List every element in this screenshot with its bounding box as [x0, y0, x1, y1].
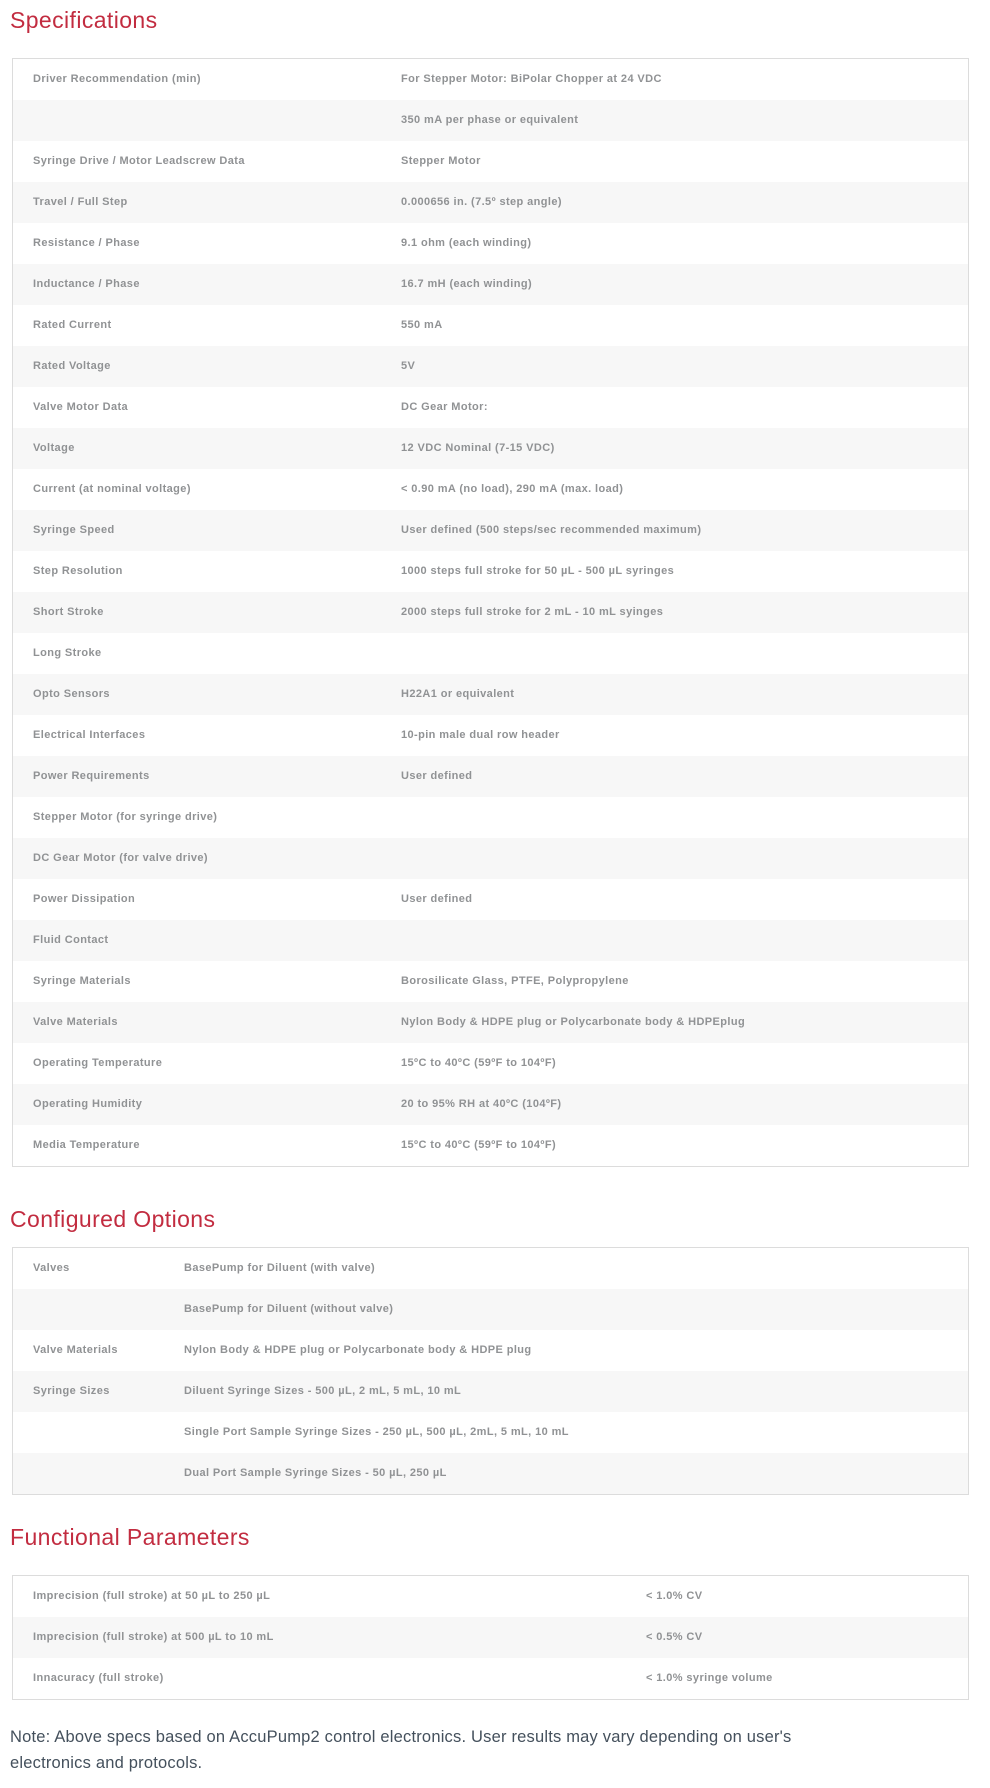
- row-label: Electrical Interfaces: [33, 729, 146, 741]
- row-value: User defined: [401, 893, 473, 905]
- table-row: [13, 264, 968, 305]
- row-value: Stepper Motor: [401, 155, 481, 167]
- row-value: 2000 steps full stroke for 2 mL - 10 mL syinges: [401, 606, 664, 618]
- row-label: Rated Voltage: [33, 360, 111, 372]
- row-value: BasePump for Diluent (with valve): [184, 1262, 376, 1274]
- row-value: < 0.90 mA (no load), 290 mA (max. load): [401, 483, 624, 495]
- row-label: Voltage: [33, 442, 75, 454]
- row-label: Syringe Sizes: [33, 1385, 110, 1397]
- configured-options-table: [12, 1247, 969, 1495]
- table-row: [13, 1658, 968, 1699]
- row-value: < 0.5% CV: [646, 1631, 703, 1643]
- table-row: [13, 1084, 968, 1125]
- row-value: 15ºC to 40ºC (59ºF to 104ºF): [401, 1057, 557, 1069]
- row-value: Nylon Body & HDPE plug or Polycarbonate body & HDPE plug: [184, 1344, 532, 1356]
- row-label: Innacuracy (full stroke): [33, 1672, 164, 1684]
- row-value: 12 VDC Nominal (7-15 VDC): [401, 442, 555, 454]
- row-value: 0.000656 in. (7.5º step angle): [401, 196, 562, 208]
- table-row: [13, 1289, 968, 1330]
- row-label: Fluid Contact: [33, 934, 109, 946]
- table-row: [13, 1248, 968, 1289]
- table-row: [13, 1617, 968, 1658]
- row-value: H22A1 or equivalent: [401, 688, 515, 700]
- table-row: [13, 223, 968, 264]
- table-row: [13, 879, 968, 920]
- row-value: User defined: [401, 770, 473, 782]
- row-label: Valve Materials: [33, 1344, 118, 1356]
- row-label: Short Stroke: [33, 606, 104, 618]
- table-row: [13, 387, 968, 428]
- functional-parameters-table: [12, 1575, 969, 1700]
- table-row: [13, 715, 968, 756]
- table-row: [13, 1576, 968, 1617]
- functional-parameters-heading: Functional Parameters: [10, 1524, 250, 1550]
- row-value: 550 mA: [401, 319, 443, 331]
- row-label: Imprecision (full stroke) at 500 µL to 10 mL: [33, 1631, 274, 1643]
- row-label: Imprecision (full stroke) at 50 µL to 250 µL: [33, 1590, 271, 1602]
- table-row: [13, 1125, 968, 1166]
- row-value: DC Gear Motor:: [401, 401, 488, 413]
- row-value: Dual Port Sample Syringe Sizes - 50 µL, 250 µL: [184, 1467, 447, 1479]
- table-row: [13, 469, 968, 510]
- row-label: Resistance / Phase: [33, 237, 140, 249]
- row-value: 10-pin male dual row header: [401, 729, 560, 741]
- table-row: [13, 1453, 968, 1494]
- table-row: [13, 756, 968, 797]
- row-value: 16.7 mH (each winding): [401, 278, 533, 290]
- row-label: Valve Materials: [33, 1016, 118, 1028]
- specifications-heading: Specifications: [10, 7, 158, 33]
- section-configured-options: [0, 1205, 990, 1495]
- row-value: 20 to 95% RH at 40ºC (104ºF): [401, 1098, 562, 1110]
- table-row: [13, 1330, 968, 1371]
- row-label: Current (at nominal voltage): [33, 483, 191, 495]
- table-row: [13, 182, 968, 223]
- row-label: Media Temperature: [33, 1139, 140, 1151]
- table-row: [13, 797, 968, 838]
- row-value: BasePump for Diluent (without valve): [184, 1303, 394, 1315]
- table-row: [13, 592, 968, 633]
- table-row: [13, 141, 968, 182]
- table-row: [13, 346, 968, 387]
- table-row: [13, 100, 968, 141]
- row-value: 15ºC to 40ºC (59ºF to 104ºF): [401, 1139, 557, 1151]
- section-functional-parameters: [0, 1523, 990, 1700]
- row-label: Power Dissipation: [33, 893, 136, 905]
- table-row: [13, 428, 968, 469]
- table-row: [13, 633, 968, 674]
- table-row: [13, 510, 968, 551]
- specifications-table: [12, 58, 969, 1167]
- row-value: Borosilicate Glass, PTFE, Polypropylene: [401, 975, 629, 987]
- row-label: Operating Temperature: [33, 1057, 163, 1069]
- table-row: [13, 961, 968, 1002]
- row-label: Opto Sensors: [33, 688, 110, 700]
- row-label: Inductance / Phase: [33, 278, 140, 290]
- row-label: Operating Humidity: [33, 1098, 143, 1110]
- footnote: Note: Above specs based on AccuPump2 control electronics. User results may vary depending on user's electronics and protocols.: [10, 1728, 792, 1772]
- row-label: Driver Recommendation (min): [33, 73, 201, 85]
- row-label: Syringe Drive / Motor Leadscrew Data: [33, 155, 245, 167]
- row-label: Travel / Full Step: [33, 196, 128, 208]
- row-label: Syringe Materials: [33, 975, 131, 987]
- row-label: Valves: [33, 1262, 70, 1274]
- table-row: [13, 674, 968, 715]
- row-label: DC Gear Motor (for valve drive): [33, 852, 208, 864]
- row-label: Valve Motor Data: [33, 401, 129, 413]
- table-row: [13, 305, 968, 346]
- table-row: [13, 1002, 968, 1043]
- table-row: [13, 1412, 968, 1453]
- table-row: [13, 920, 968, 961]
- table-row: [13, 551, 968, 592]
- row-value: Nylon Body & HDPE plug or Polycarbonate body & HDPEplug: [401, 1016, 746, 1028]
- row-value: 9.1 ohm (each winding): [401, 237, 532, 249]
- row-label: Stepper Motor (for syringe drive): [33, 811, 218, 823]
- row-value: < 1.0% syringe volume: [646, 1672, 773, 1684]
- row-value: Single Port Sample Syringe Sizes - 250 µL, 500 µL, 2mL, 5 mL, 10 mL: [184, 1426, 569, 1438]
- row-label: Step Resolution: [33, 565, 123, 577]
- row-label: Long Stroke: [33, 647, 102, 659]
- row-value: For Stepper Motor: BiPolar Chopper at 24 VDC: [401, 73, 662, 85]
- row-value: 1000 steps full stroke for 50 µL - 500 µL syringes: [401, 565, 675, 577]
- table-row: [13, 1371, 968, 1412]
- row-value: < 1.0% CV: [646, 1590, 703, 1602]
- table-row: [13, 1043, 968, 1084]
- row-label: Rated Current: [33, 319, 112, 331]
- row-value: Diluent Syringe Sizes - 500 µL, 2 mL, 5 mL, 10 mL: [184, 1385, 462, 1397]
- table-row: [13, 838, 968, 879]
- row-value: User defined (500 steps/sec recommended maximum): [401, 524, 702, 536]
- table-row: [13, 59, 968, 100]
- section-specifications: [0, 6, 990, 1167]
- row-label: Syringe Speed: [33, 524, 115, 536]
- row-label: Power Requirements: [33, 770, 150, 782]
- configured-options-heading: Configured Options: [10, 1206, 216, 1232]
- row-value: 5V: [401, 360, 416, 372]
- row-value: 350 mA per phase or equivalent: [401, 114, 579, 126]
